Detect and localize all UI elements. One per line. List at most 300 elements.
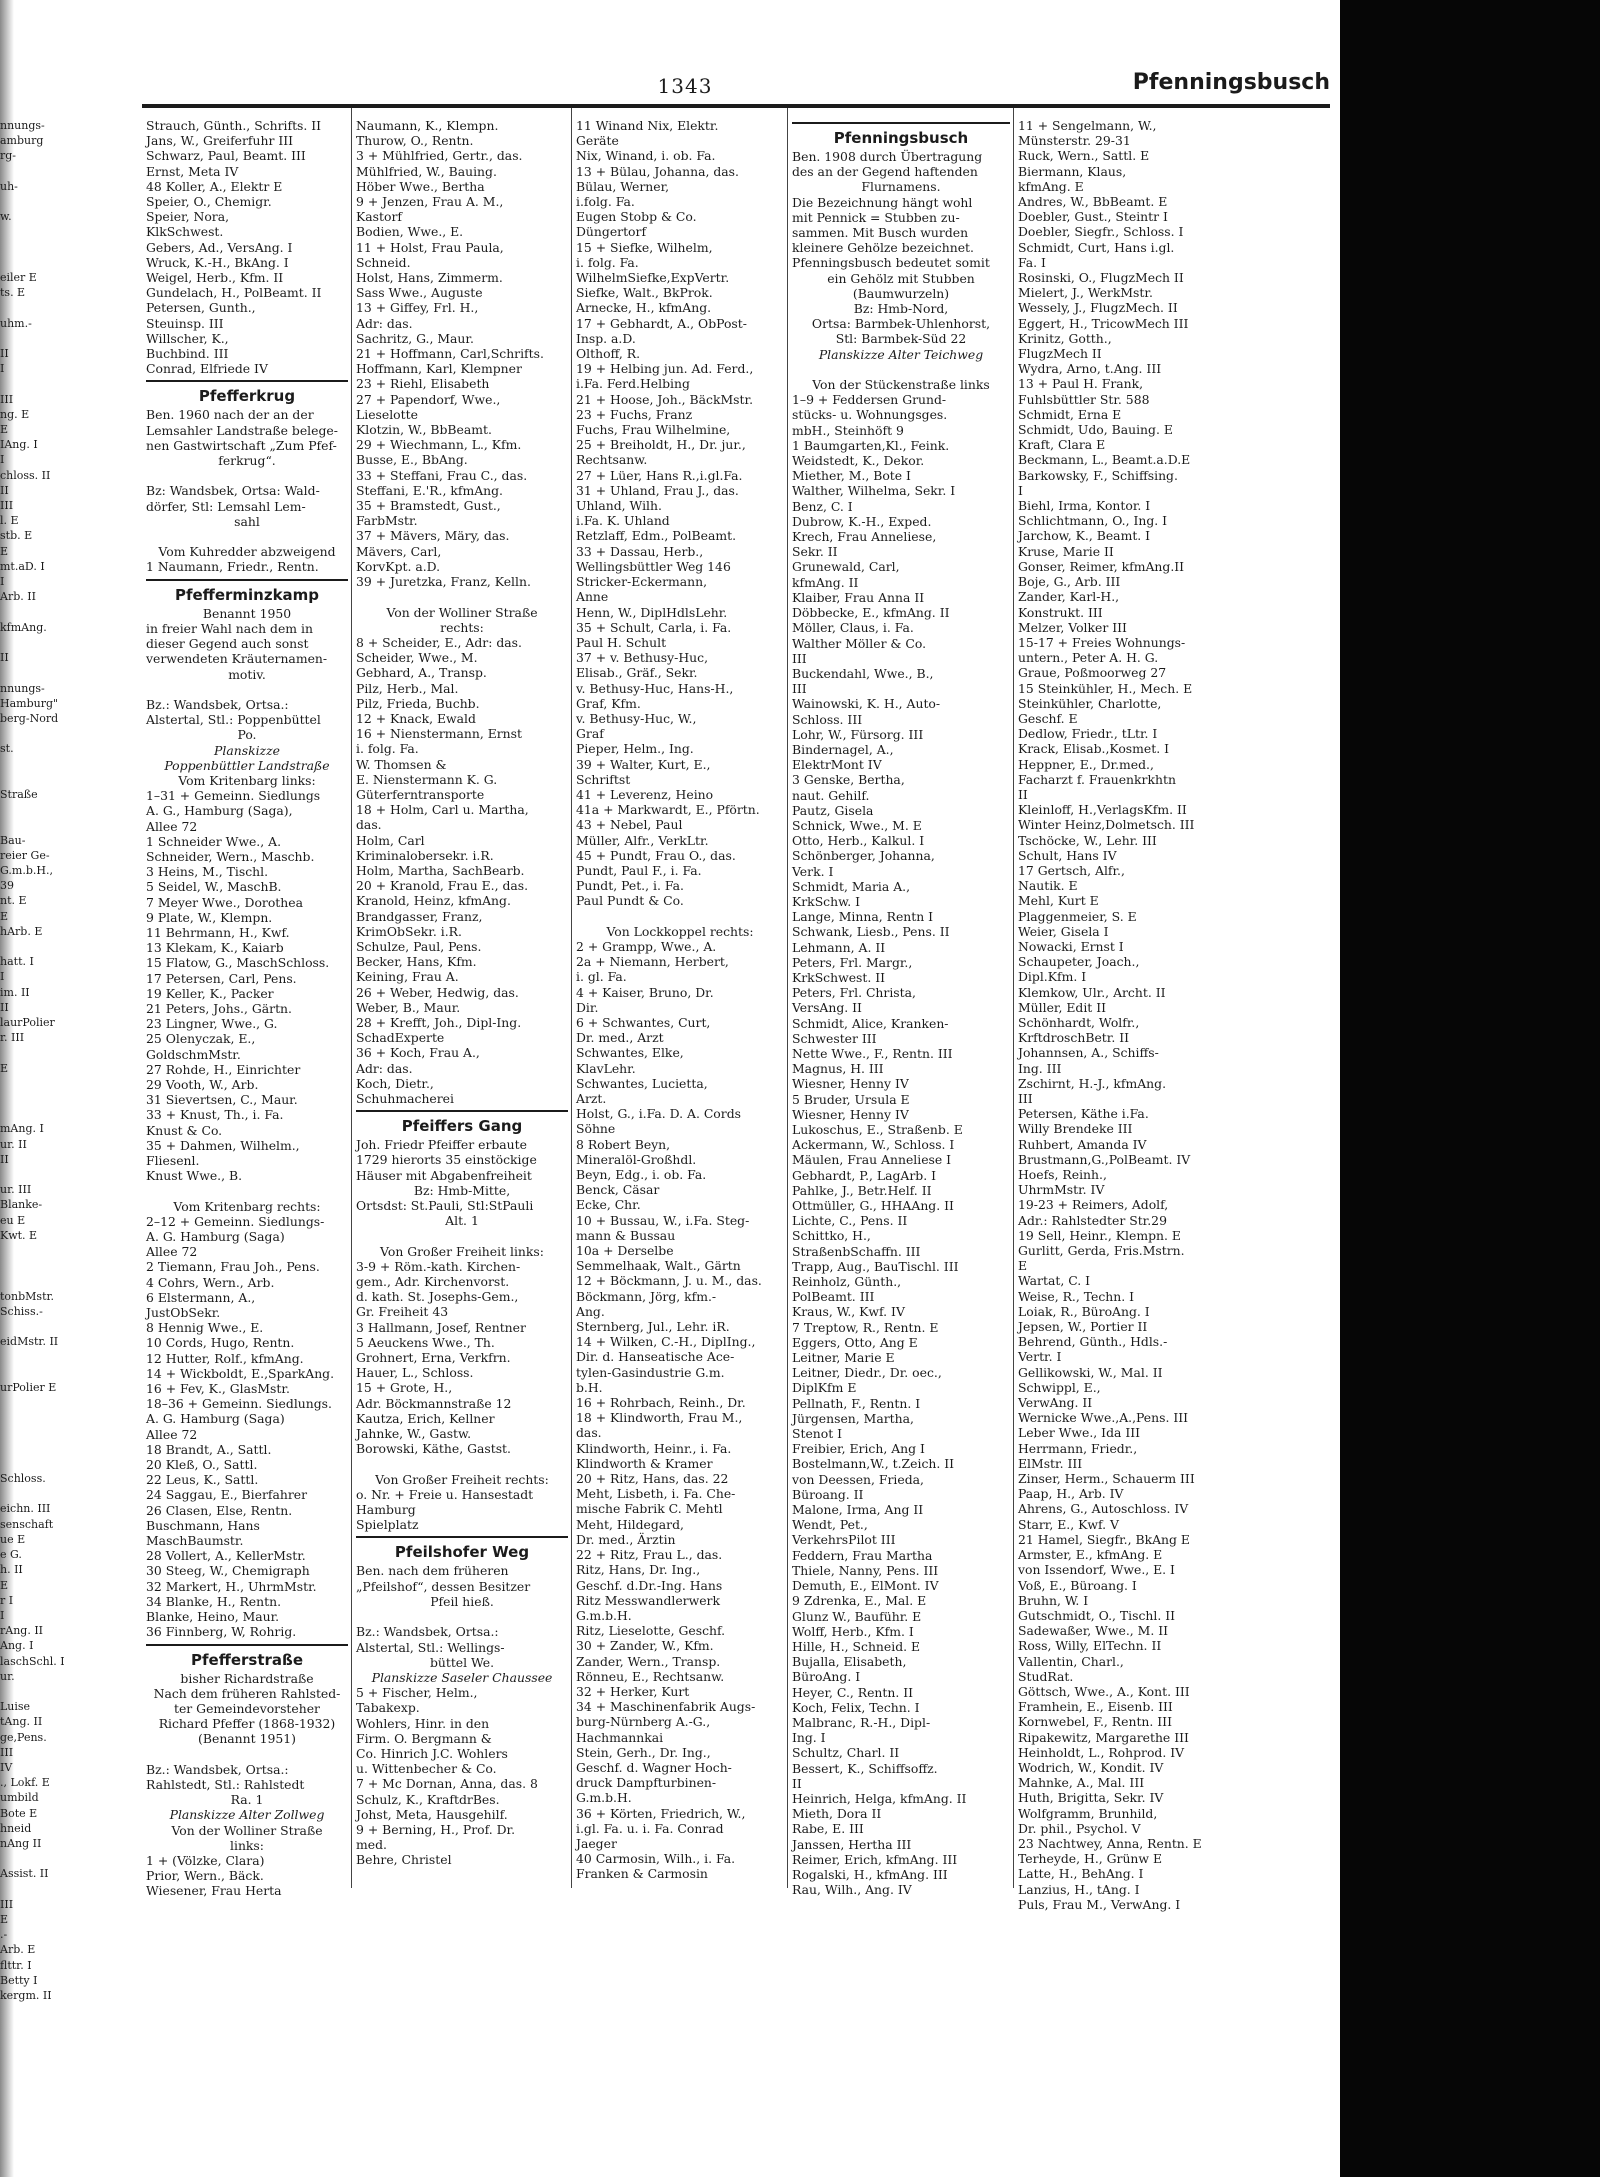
directory-line: .- — [0, 1928, 8, 1942]
directory-line: Von der Stückenstraße links — [812, 377, 990, 393]
directory-line: Hamburg" — [0, 696, 59, 710]
directory-line: druck Dampfturbinen- — [576, 1775, 717, 1791]
directory-line: 7 Meyer Wwe., Dorothea — [146, 894, 303, 910]
directory-line: Nach dem früheren Rahlsted- — [153, 1685, 341, 1701]
directory-line: Dir. — [576, 999, 599, 1015]
directory-line: Heinholdt, L., Rohprod. IV — [1018, 1744, 1185, 1760]
directory-line: 27 + Papendorf, Wwe., — [356, 391, 501, 407]
directory-line: Dedlow, Friedr., tLtr. I — [1018, 726, 1158, 742]
directory-line: „Pfeilshof“, dessen Besitzer — [356, 1578, 531, 1594]
directory-line: Becker, Hans, Kfm. — [356, 954, 477, 970]
directory-line: Tabakexp. — [356, 1700, 420, 1716]
directory-line: i.gl. Fa. u. i. Fa. Conrad — [576, 1820, 724, 1836]
directory-line: III — [0, 392, 14, 406]
directory-line: Steffani, E.'R., kfmAng. — [356, 482, 503, 498]
directory-line: Franken & Carmosin — [576, 1866, 708, 1882]
street-heading: Pfenningsbusch — [833, 129, 969, 147]
directory-line: eiler E — [0, 271, 37, 285]
directory-line: Latte, H., BehAng. I — [1018, 1866, 1144, 1882]
directory-line: Ben. nach dem früheren — [356, 1563, 509, 1579]
directory-line: von Deessen, Frieda, — [792, 1471, 924, 1487]
directory-line: mAng. I — [0, 1122, 44, 1136]
directory-column-0 — [0, 118, 120, 2002]
directory-line: GoldschmMstr. — [146, 1046, 241, 1062]
directory-line: Geschf. d.Dr.-Ing. Hans — [576, 1577, 723, 1593]
scan-border — [1340, 0, 1600, 2177]
directory-line: E — [0, 1912, 9, 1926]
directory-line: Hauer, L., Schloss. — [356, 1365, 474, 1381]
directory-line: Nix, Winand, i. ob. Fa. — [576, 148, 716, 164]
directory-line: III — [0, 1897, 14, 1911]
directory-line: 18 Brandt, A., Sattl. — [146, 1441, 272, 1457]
directory-line: Peters, Frl. Christa, — [792, 985, 916, 1001]
directory-line: 17 Petersen, Carl, Pens. — [146, 970, 297, 986]
directory-line: ter Gemeindevorsteher — [174, 1700, 320, 1716]
directory-line: Beckmann, L., Beamt.a.D.E — [1018, 452, 1191, 468]
directory-line: 35 + Schult, Carla, i. Fa. — [576, 619, 732, 635]
directory-line: 35 + Bramstedt, Gust., — [356, 498, 501, 514]
directory-line: Olthoff, R. — [576, 346, 641, 362]
directory-line: Schwarz, Paul, Beamt. III — [146, 148, 306, 164]
directory-line: Arb. E — [0, 1943, 36, 1957]
directory-line: Alt. 1 — [445, 1213, 479, 1229]
directory-line: Sekr. II — [792, 544, 838, 560]
directory-line: Schulze, Paul, Pens. — [356, 938, 482, 954]
directory-line: Benck, Cäsar — [576, 1182, 660, 1198]
directory-line: Benannt 1950 — [202, 605, 292, 621]
directory-line: Mineralöl-Großhdl. — [576, 1151, 697, 1167]
directory-line: Schwantes, Lucietta, — [576, 1075, 708, 1091]
directory-line: Co. Hinrich J.C. Wohlers — [356, 1745, 508, 1761]
directory-line: A. G. Hamburg (Saga) — [146, 1411, 285, 1427]
directory-line: Adr: das. — [356, 1060, 413, 1076]
directory-line: tAng. II — [0, 1715, 43, 1729]
directory-line: Wessely, J., FlugzMech. II — [1018, 300, 1178, 316]
directory-line: Straße — [0, 787, 38, 801]
directory-line: 17 + Gebhardt, A., ObPost- — [576, 315, 747, 331]
directory-line: Bindernagel, A., — [792, 741, 894, 757]
directory-line: Söhne — [576, 1121, 616, 1137]
directory-line: Schmidt, Curt, Hans i.gl. — [1018, 239, 1175, 255]
directory-line: Rechtsanw. — [576, 452, 648, 468]
directory-line: Pautz, Gisela — [792, 802, 874, 818]
directory-column-2 — [356, 118, 568, 1878]
directory-line: 39 + Juretzka, Franz, Kelln. — [356, 574, 531, 590]
directory-line: Bz.: Wandsbek, Ortsa.: — [356, 1624, 499, 1640]
directory-line: 13 + Paul H. Frank, — [1018, 376, 1144, 392]
directory-line: verwendeten Kräuternamen- — [146, 651, 328, 667]
directory-line: Von Lockkoppel rechts: — [606, 923, 754, 939]
directory-line: Barkowsky, F., Schiffsing. — [1018, 467, 1178, 483]
column-divider — [787, 108, 788, 1888]
directory-line: Fuchs, Frau Wilhelmine, — [576, 422, 731, 438]
directory-line: das. — [576, 1425, 602, 1441]
directory-line: 30 + Zander, W., Kfm. — [576, 1638, 714, 1654]
directory-column-5 — [1018, 118, 1336, 1912]
directory-line: b.H. — [576, 1379, 603, 1395]
directory-line: 11 + Sengelmann, W., — [1018, 118, 1157, 133]
directory-line: 33 + Dassau, Herb., — [576, 543, 704, 559]
directory-line: WilhelmSiefke,ExpVertr. — [576, 270, 730, 286]
directory-line: Mahnke, A., Mal. III — [1018, 1775, 1145, 1791]
directory-line: Bz: Wandsbek, Ortsa: Wald- — [146, 483, 320, 499]
directory-line — [0, 1167, 120, 1182]
directory-line: 1 + (Völzke, Clara) — [146, 1852, 265, 1868]
directory-line: UhrmMstr. IV — [1018, 1182, 1105, 1198]
directory-line: 41 + Leverenz, Heino — [576, 786, 714, 802]
directory-line: Plaggenmeier, S. E — [1018, 908, 1137, 924]
directory-line: ElektrMont IV — [792, 757, 882, 773]
directory-line: d. kath. St. Josephs-Gem., — [356, 1289, 519, 1305]
directory-line: Geschf. d. Wagner Hoch- — [576, 1759, 732, 1775]
directory-line: umbild — [0, 1791, 39, 1805]
directory-line: nAng II — [0, 1836, 42, 1850]
directory-line: G.m.b.H., — [0, 863, 53, 877]
directory-line: Arb. II — [0, 590, 36, 604]
directory-line: Ottmüller, G., HHAAng. II — [792, 1198, 954, 1214]
directory-line: Dr. phil., Psychol. V — [1018, 1820, 1141, 1836]
directory-line: Graf, Kfm. — [576, 695, 641, 711]
street-heading: Pfefferkrug — [198, 387, 296, 406]
directory-line: 10 Cords, Hugo, Rentn. — [146, 1335, 295, 1351]
directory-line: Stricker-Eckermann, — [576, 574, 708, 590]
directory-line: 37 + v. Bethusy-Huc, — [576, 650, 709, 666]
directory-line: Brustmann,G.,PolBeamt. IV — [1018, 1151, 1191, 1167]
directory-line: 19 Sell, Heinr., Klempn. E — [1018, 1227, 1181, 1243]
directory-line: Hoffmann, Karl, Klempner — [356, 361, 522, 377]
directory-line — [0, 1486, 120, 1501]
directory-line: 34 Blanke, H., Rentn. — [146, 1593, 282, 1609]
directory-line: Firm. O. Bergmann & — [356, 1730, 492, 1746]
directory-line: mt.aD. I — [0, 559, 45, 573]
directory-line: Holm, Carl — [356, 832, 425, 848]
directory-line: Grunewald, Carl, — [792, 559, 900, 575]
directory-line: Mieth, Dora II — [792, 1806, 882, 1822]
directory-line: Heyer, C., Rentn. II — [792, 1684, 914, 1700]
directory-line: Joh. Friedr Pfeiffer erbaute — [356, 1137, 527, 1153]
directory-line: Ortsdst: St.Pauli, Stl:StPauli — [356, 1198, 534, 1214]
directory-line: Prior, Wern., Bäck. — [146, 1868, 264, 1884]
directory-line: Wohlers, Hinr. in den — [356, 1715, 490, 1731]
directory-line: Lanzius, H., tAng. I — [1018, 1881, 1140, 1897]
directory-line: Koch, Felix, Techn. I — [792, 1699, 920, 1715]
directory-line: sammen. Mit Busch wurden — [792, 225, 969, 241]
directory-line: rg- — [0, 149, 17, 163]
directory-line — [0, 194, 120, 209]
directory-line: untern., Peter A. H. G. — [1018, 650, 1159, 666]
directory-line: 2–12 + Gemeinn. Siedlungs- — [146, 1213, 325, 1229]
directory-line: naut. Gehilf. — [792, 787, 870, 803]
directory-line: l. E — [0, 514, 19, 528]
directory-line: I — [0, 970, 5, 984]
directory-line: III — [0, 499, 14, 513]
directory-line: laschSchl. I — [0, 1654, 65, 1668]
directory-line: kleinere Gehölze bezeichnet. — [792, 240, 974, 256]
directory-line: eu E — [0, 1213, 26, 1227]
directory-line: Reimer, Erich, kfmAng. III — [792, 1851, 958, 1867]
directory-line: Ahrens, G., Autoschloss. IV — [1018, 1501, 1189, 1517]
directory-line: Schult, Hans IV — [1018, 847, 1117, 863]
directory-line: 15 + Grote, H., — [356, 1380, 453, 1396]
directory-line: Terheyde, H., Grünw E — [1018, 1851, 1163, 1867]
directory-line: Schloss. — [0, 1472, 46, 1486]
directory-line: eichn. III — [0, 1502, 51, 1516]
directory-line — [356, 1609, 568, 1624]
directory-line: 31 Sievertsen, C., Maur. — [146, 1092, 298, 1108]
directory-line: kergm. II — [0, 1988, 52, 2002]
directory-line: 15 Flatow, G., MaschSchloss. — [146, 955, 330, 971]
directory-line: Starr, E., Kwf. V — [1018, 1516, 1119, 1532]
directory-line: Ritz, Hans, Dr. Ing., — [576, 1562, 701, 1578]
directory-line — [0, 1395, 120, 1410]
directory-line: Mehl, Kurt E — [1018, 893, 1099, 909]
directory-line: 6 + Schwantes, Curt, — [576, 1014, 711, 1030]
directory-line: Wydra, Arno, t.Ang. III — [1018, 361, 1162, 377]
directory-line: 43 + Nebel, Paul — [576, 817, 683, 833]
directory-line: Meht, Hildegard, — [576, 1516, 684, 1532]
directory-line: 35 + Dahmen, Wilhelm., — [146, 1137, 300, 1153]
directory-line: Von der Wolliner Straße — [171, 1822, 323, 1838]
directory-line — [146, 1183, 348, 1198]
directory-line: stücks- u. Wohnungsges. — [792, 407, 948, 423]
directory-line — [0, 665, 120, 680]
directory-line: Borowski, Käthe, Gastst. — [356, 1441, 511, 1457]
directory-line: Petersen, Käthe i.Fa. — [1018, 1106, 1149, 1122]
directory-line: rAng. II — [0, 1624, 44, 1638]
directory-line: Krack, Elisab.,Kosmet. I — [1018, 741, 1169, 757]
directory-line: 5 + Fischer, Helm., — [356, 1685, 478, 1701]
directory-line: IV — [0, 1760, 13, 1774]
directory-line: Rabe, E. III — [792, 1821, 864, 1837]
directory-line: Ortsa: Barmbek-Uhlenhorst, — [811, 316, 991, 332]
directory-line: Bessert, K., Schiffsoffz. — [792, 1760, 938, 1776]
directory-line: 39 + Walter, Kurt, E., — [576, 756, 711, 772]
directory-line: Fliesenl. — [146, 1153, 200, 1168]
directory-line: 22 Leus, K., Sattl. — [146, 1472, 259, 1488]
directory-line: II — [0, 1000, 9, 1014]
directory-line: MaschBaumstr. — [146, 1533, 244, 1549]
directory-line: Willscher, K., — [146, 330, 229, 346]
directory-line: ng. E — [0, 407, 30, 421]
directory-line: Holst, Hans, Zimmerm. — [356, 270, 503, 286]
directory-line: Tschöcke, W., Lehr. III — [1018, 832, 1157, 848]
directory-line: Schwantes, Elke, — [576, 1045, 684, 1061]
directory-line: II — [1018, 786, 1028, 802]
directory-line — [0, 1319, 120, 1334]
directory-line: I — [0, 453, 5, 467]
directory-line: Planskizze Alter Zollweg — [169, 1807, 325, 1823]
directory-line: Benz, C. I — [792, 498, 853, 514]
directory-line: Mävers, Carl, — [356, 543, 442, 559]
directory-line: Bz.: Wandsbek, Ortsa.: — [146, 1761, 289, 1777]
directory-line — [0, 300, 120, 315]
directory-line — [0, 1349, 120, 1364]
directory-line: flttr. I — [0, 1958, 32, 1972]
directory-line: Buschmann, Hans — [146, 1517, 260, 1533]
directory-line: Ritz Messwandlerwerk — [576, 1592, 720, 1608]
directory-line: Beyn, Edg., i. ob. Fa. — [576, 1167, 707, 1183]
directory-line: Lange, Minna, Rentn I — [792, 909, 934, 925]
directory-line: Schriftst — [576, 771, 631, 787]
directory-line: ge,Pens. — [0, 1730, 47, 1744]
directory-line: Arzt. — [576, 1091, 607, 1106]
directory-line: Demuth, E., ElMont. IV — [792, 1578, 939, 1594]
directory-line — [0, 164, 120, 179]
directory-line: 23 Nachtwey, Anna, Rentn. E — [1018, 1835, 1202, 1851]
directory-line: Paap, H., Arb. IV — [1018, 1486, 1124, 1502]
directory-line: Klotzin, W., BbBeamt. — [356, 422, 492, 438]
directory-line: Lieselotte — [356, 406, 418, 422]
directory-line: 21 + Hoffmann, Carl,Schrifts. — [356, 346, 544, 362]
directory-line: Leitner, Diedr., Dr. oec., — [792, 1365, 942, 1381]
header-rule — [142, 104, 1330, 108]
directory-line: 13 + Giffey, Frl. H., — [356, 300, 479, 316]
directory-line: 9 Plate, W., Klempn. — [146, 909, 273, 925]
directory-line: Ritz, Lieselotte, Geschf. — [576, 1623, 726, 1639]
directory-line — [0, 605, 120, 620]
directory-line: IAng. I — [0, 438, 38, 452]
directory-line — [0, 1441, 120, 1456]
directory-line: Walther Möller & Co. — [792, 635, 927, 651]
directory-line: 5 Bruder, Ursula E — [792, 1091, 910, 1107]
directory-line: Armster, E., kfmAng. E — [1018, 1547, 1163, 1563]
directory-line: 21 Hamel, Siegfr., BkAng E — [1018, 1531, 1190, 1547]
directory-line: 7 Treptow, R., Rentn. E — [792, 1319, 939, 1335]
directory-line: Schnick, Wwe., M. E — [792, 817, 922, 833]
directory-column-3 — [576, 118, 784, 1882]
directory-line: Kautza, Erich, Kellner — [356, 1410, 495, 1426]
directory-line: 45 + Pundt, Frau O., das. — [576, 847, 736, 863]
directory-line: 3 Genske, Bertha, — [792, 772, 905, 788]
directory-line: w. — [0, 210, 12, 224]
directory-line: Gundelach, H., PolBeamt. II — [146, 285, 322, 301]
directory-line: Brandgasser, Franz, — [356, 908, 483, 924]
section-rule — [356, 1110, 568, 1112]
directory-line: KrkSchw. I — [792, 893, 861, 909]
directory-line: Häuser mit Abgabenfreiheit — [356, 1167, 532, 1183]
directory-line: ., Lokf. E — [0, 1776, 50, 1790]
directory-line: ein Gehölz mit Stubben — [827, 270, 975, 286]
directory-line — [0, 757, 120, 772]
directory-line: Vallentin, Charl., — [1018, 1653, 1124, 1669]
directory-line: Zander, Wern., Transp. — [576, 1653, 721, 1669]
directory-line: 2a + Niemann, Herbert, — [576, 954, 729, 970]
directory-line: v. Bethusy-Huc, W., — [576, 710, 697, 726]
directory-line: hatt. I — [0, 955, 34, 969]
directory-line: büttel We. — [429, 1654, 495, 1670]
directory-line: Zinser, Herm., Schauerm III — [1018, 1471, 1195, 1487]
directory-line: i.Fa. Ferd.Helbing — [576, 376, 690, 392]
directory-line: 25 Olenyczak, E., — [146, 1031, 256, 1047]
directory-line: VerwAng. II — [1018, 1395, 1093, 1411]
directory-line: Ackermann, W., Schloss. I — [792, 1137, 955, 1153]
directory-line: mann & Bussau — [576, 1227, 676, 1243]
directory-line: chloss. II — [0, 468, 51, 482]
directory-line: 24 Saggau, E., Bierfahrer — [146, 1487, 308, 1503]
directory-line: 36 + Koch, Frau A., — [356, 1045, 480, 1061]
directory-line: med. — [356, 1837, 387, 1853]
directory-line: links: — [230, 1837, 264, 1853]
directory-line: Gebhardt, P., LagArb. I — [792, 1167, 937, 1183]
directory-line: Klindworth & Kramer — [576, 1455, 713, 1471]
directory-line: Ben. 1960 nach der an der — [146, 407, 314, 423]
directory-line: Leitner, Marie E — [792, 1350, 895, 1366]
directory-line: III — [0, 1745, 14, 1759]
directory-line: tylen-Gasindustrie G.m. — [576, 1364, 725, 1380]
directory-line: Vom Kritenbarg links: — [178, 772, 316, 788]
directory-line: 15-17 + Freies Wohnungs- — [1018, 634, 1186, 650]
directory-line: 5 Aeuckens Wwe., Th. — [356, 1334, 495, 1350]
directory-line: Büroang. II — [792, 1486, 864, 1502]
directory-line: Lukoschus, E., Straßenb. E — [792, 1122, 963, 1137]
directory-line: Schönhardt, Wolfr., — [1018, 1014, 1140, 1030]
directory-line: Die Bezeichnung hängt wohl — [792, 194, 973, 210]
directory-line: KrkSchwest. II — [792, 969, 886, 985]
directory-line: Trapp, Aug., BauTischl. III — [792, 1258, 959, 1274]
section-rule — [146, 579, 348, 581]
directory-line: Buckendahl, Wwe., B., — [792, 665, 934, 681]
directory-line: Lichte, C., Pens. II — [792, 1213, 908, 1229]
directory-line: eidMstr. II — [0, 1335, 59, 1349]
directory-line: Bz: Hmb-Mitte, — [413, 1182, 511, 1198]
directory-line: Döbbecke, E., kfmAng. II — [792, 605, 950, 621]
directory-line: 3 + Mühlfried, Gertr., das. — [356, 148, 523, 164]
directory-line: Uhland, Wilh. — [576, 498, 662, 514]
directory-line: Pundt, Paul F., i. Fa. — [576, 862, 702, 878]
directory-line: Jürgensen, Martha, — [792, 1410, 914, 1426]
directory-line: Planskizze — [214, 742, 280, 758]
directory-line — [0, 772, 120, 787]
directory-line: r I — [0, 1593, 14, 1607]
directory-line: Schloss. III — [792, 711, 863, 727]
directory-line: Leber Wwe., Ida III — [1018, 1425, 1141, 1441]
directory-line: nnungs- — [0, 119, 45, 132]
directory-line: Poppenbüttler Landstraße — [164, 757, 330, 773]
directory-line: Hachmannkai — [576, 1729, 664, 1745]
directory-line: sahl — [234, 513, 260, 529]
directory-line: E — [0, 909, 9, 923]
directory-line: Wendt, Pet., — [792, 1517, 868, 1533]
directory-line: Schlichtmann, O., Ing. I — [1018, 513, 1168, 529]
directory-line: Biermann, Klaus, — [1018, 163, 1127, 179]
directory-line: Schneider, Wern., Maschb. — [146, 848, 315, 864]
directory-line — [146, 1747, 348, 1762]
directory-line: Von der Wolliner Straße — [386, 604, 538, 620]
directory-line: Von Großer Freiheit rechts: — [375, 1471, 549, 1487]
directory-line: Kastorf — [356, 209, 402, 225]
directory-line: ur. — [0, 1669, 15, 1683]
directory-line: Willy Brendeke III — [1018, 1121, 1133, 1137]
directory-line: 1 Naumann, Friedr., Rentn. — [146, 559, 319, 575]
directory-line: Malbranc, R.-H., Dipl- — [792, 1714, 931, 1730]
directory-line: 15 Steinkühler, H., Mech. E — [1018, 680, 1193, 696]
directory-line: 41a + Markwardt, E., Pförtn. — [576, 802, 760, 818]
directory-line: Von Großer Freiheit links: — [380, 1243, 544, 1259]
directory-line: KrimObSekr. i.R. — [356, 923, 462, 939]
directory-line: I — [1018, 482, 1023, 498]
directory-line: I — [0, 362, 5, 376]
column-divider — [1013, 108, 1014, 1888]
directory-line: Vom Kuhredder abzweigend — [158, 544, 336, 560]
directory-line: 23 + Fuchs, Franz — [576, 406, 693, 422]
directory-line: Spielplatz — [356, 1517, 419, 1533]
directory-line: Schwank, Liesb., Pens. II — [792, 924, 950, 940]
directory-line: Wolff, Herb., Kfm. I — [792, 1623, 914, 1639]
directory-line: Blanke- — [0, 1198, 43, 1212]
directory-line: v. Bethusy-Huc, Hans-H., — [576, 680, 734, 696]
directory-line: 18–36 + Gemeinn. Siedlungs. — [146, 1396, 332, 1412]
street-heading: Pfefferminzkamp — [174, 585, 320, 604]
